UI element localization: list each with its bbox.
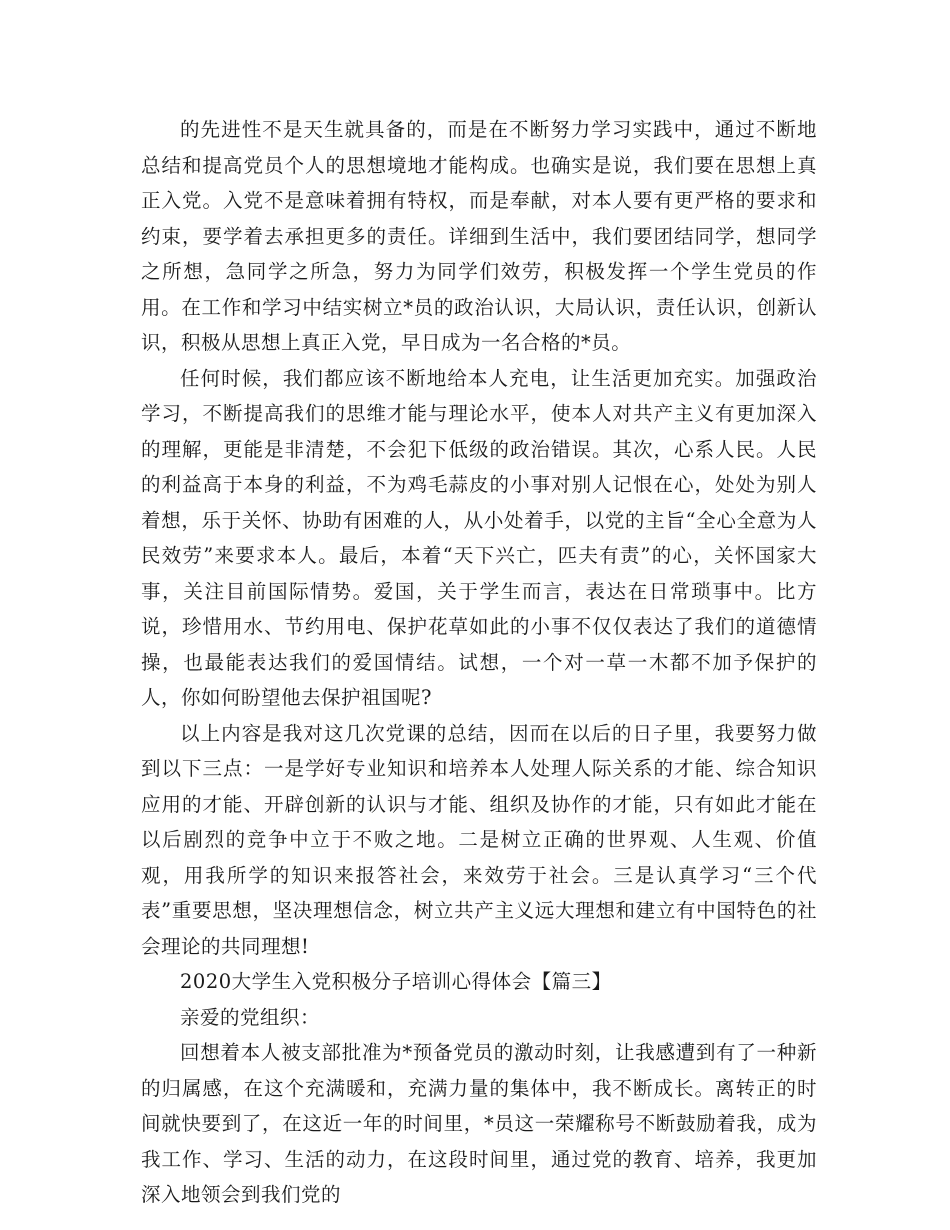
section-heading: 2020大学生入党积极分子培训心得体会【篇三】 — [180, 970, 612, 993]
document-body — [141, 112, 817, 1213]
paragraph-1: 的先进性不是天生就具备的，而是在不断努力学习实践中，通过不断地总结和提高党员个人的思想境地才能构成。也确实是说，我们要在思想上真正入党。入党不是意味着拥有特权，而是奉献，对本人要有更严格的要求和约束，要学着去承担更多的责任。详细到生活中，我们要团结同学，想同学之所想，急同学之所急，努力为同学们效劳，积极发挥一个学生党员的作用。在工作和学习中结实树立*员的政治认识，大局认识，责任认识，创新认识，积极从思想上真正入党，早日成为一名合格的*员。 — [141, 118, 817, 354]
paragraph-3: 以上内容是我对这几次党课的总结，因而在以后的日子里，我要努力做到以下三点：一是学好专业知识和培养本人处理人际关系的才能、综合知识应用的才能、开辟创新的认识与才能、组织及协作的才能，只有如此才能在以后剧烈的竞争中立于不败之地。二是树立正确的世界观、人生观、价值观，用我所学的知识来报答社会，来效劳于社会。三是认真学习“三个代表”重要思想，坚决理想信念，树立共产主义远大理想和建立有中国特色的社会理论的共同理想! — [141, 721, 817, 958]
paragraph-4: 回想着本人被支部批准为*预备党员的激动时刻，让我感遭到有了一种新的归属感，在这个充满暖和，充满力量的集体中，我不断成长。离转正的时间就快要到了，在这近一年的时间里，*员这一荣耀称号不断鼓励着我，成为我工作、学习、生活的动力，在这段时间里，通过党的教育、培养，我更加深入地领会到我们党的 — [141, 1041, 817, 1206]
paragraph-2: 任何时候，我们都应该不断地给本人充电，让生活更加充实。加强政治学习，不断提高我们的思维才能与理论水平，使本人对共产主义有更加深入的理解，更能是非清楚，不会犯下低级的政治错误。其次，心系人民。人民的利益高于本身的利益，不为鸡毛蒜皮的小事对别人记恨在心，处处为别人着想，乐于关怀、协助有困难的人，从小处着手，以党的主旨“全心全意为人民效劳”来要求本人。最后，本着“天下兴亡，匹夫有责”的心，关怀国家大事，关注目前国际情势。爱国，关于学生而言，表达在日常琐事中。比方说，珍惜用水、节约用电、保护花草如此的小事不仅仅表达了我们的道德情操，也最能表达我们的爱国情结。试想，一个对一草一木都不加予保护的人，你如何盼望他去保护祖国呢? — [141, 366, 817, 709]
salutation: 亲爱的党组织： — [180, 1005, 321, 1029]
